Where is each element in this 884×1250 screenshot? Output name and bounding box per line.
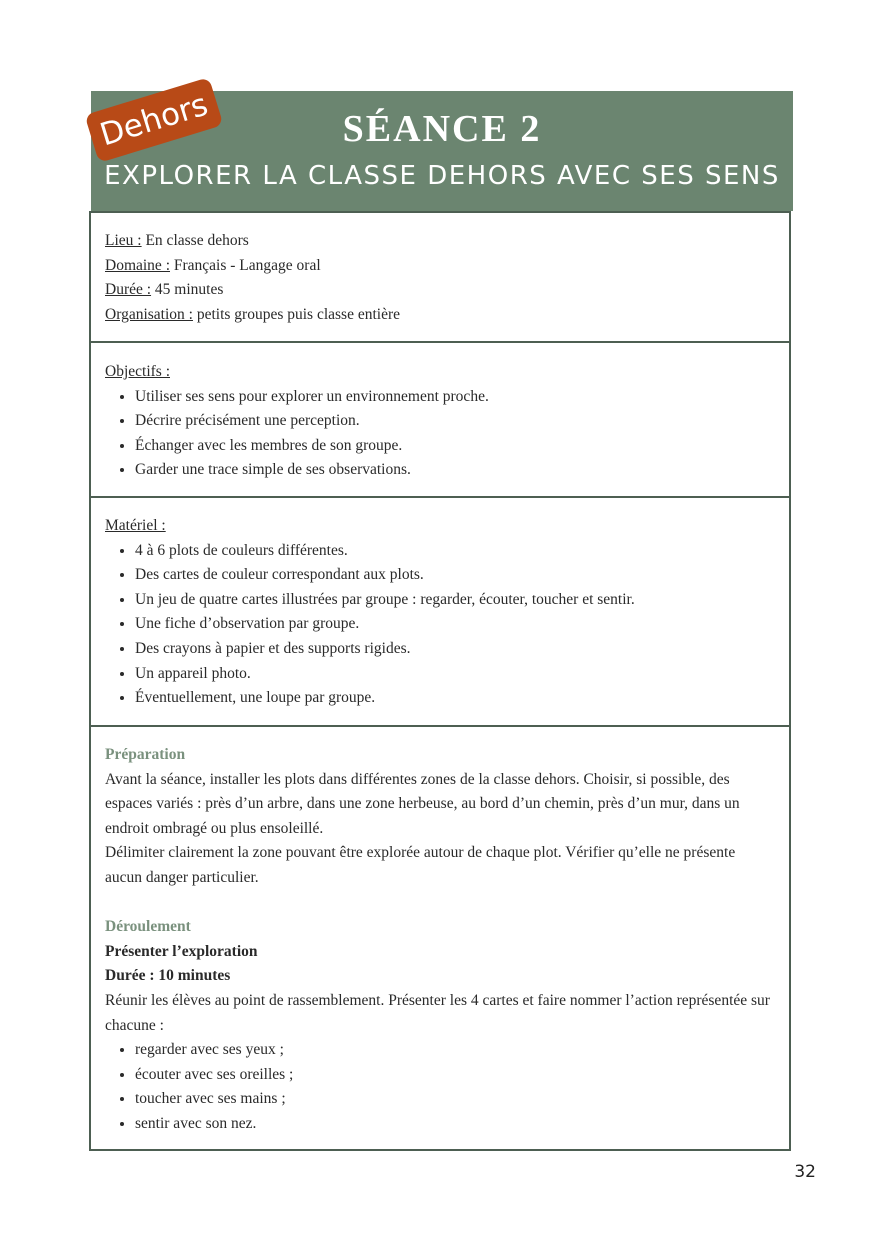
list-item: • Décrire précisément une perception. <box>135 409 775 434</box>
spacer <box>105 891 775 916</box>
step-text: Réunir les élèves au point de rassemblement. Présenter les 4 cartes et faire nommer l’action représentée sur chacune : <box>105 991 770 1034</box>
list-item: • Un appareil photo. <box>135 662 775 687</box>
info-domaine <box>105 254 775 279</box>
list-item: • Des cartes de couleur correspondant aux plots. <box>135 563 775 588</box>
deroulement-box <box>89 725 791 1151</box>
materiel-list <box>105 539 775 711</box>
list-item: • Des crayons à papier et des supports rigides. <box>135 637 775 662</box>
lieu-label: Lieu : <box>105 232 142 249</box>
list-item: • Garder une trace simple de ses observations. <box>135 458 775 483</box>
list-item: • Un jeu de quatre cartes illustrées par groupe : regarder, écouter, toucher et sentir. <box>135 588 775 613</box>
objectifs-label: Objectifs : <box>105 363 170 380</box>
duree-value: 45 minutes <box>151 281 224 299</box>
list-item: • écouter avec ses oreilles ; <box>135 1063 775 1088</box>
session-subtitle: EXPLORER LA CLASSE DEHORS AVEC SES SENS <box>104 161 780 191</box>
list-item: • Éventuellement, une loupe par groupe. <box>135 686 775 711</box>
organisation-value: petits groupes puis classe entière <box>192 305 401 323</box>
list-item: • regarder avec ses yeux ; <box>135 1038 775 1063</box>
list-item: • sentir avec son nez. <box>135 1112 775 1137</box>
info-duree <box>105 278 775 303</box>
info-lieu <box>105 229 775 254</box>
preparation-title: Préparation <box>105 746 186 763</box>
deroulement-title: Déroulement <box>105 918 191 936</box>
materiel-box <box>89 496 791 727</box>
list-item: • toucher avec ses mains ; <box>135 1087 775 1112</box>
senses-list <box>105 1038 775 1136</box>
preparation-paragraph-2: Délimiter clairement la zone pouvant être explorée autour de chaque plot. Vérifier qu’elle ne présente aucun danger particulier. <box>105 844 736 886</box>
list-item: • Une fiche d’observation par groupe. <box>135 612 775 637</box>
info-box <box>89 211 791 343</box>
list-item: • Échanger avec les membres de son groupe. <box>135 434 775 459</box>
lieu-value: En classe dehors <box>141 232 249 249</box>
info-organisation <box>105 303 775 328</box>
materiel-label: Matériel : <box>105 517 166 534</box>
dehors-badge: Dehors <box>85 77 224 163</box>
objectifs-list <box>105 385 775 483</box>
step-duration: Durée : 10 minutes <box>105 967 231 985</box>
list-item: • 4 à 6 plots de couleurs différentes. <box>135 539 775 564</box>
domaine-value: Français - Langage oral <box>170 256 321 274</box>
session-title: SÉANCE 2 <box>342 108 542 150</box>
page-number: 32 <box>794 1162 816 1182</box>
duree-label: Durée : <box>105 281 152 299</box>
preparation-paragraph-1: Avant la séance, installer les plots dans différentes zones de la classe dehors. Choisir, si possible, des espaces variés : près d’un arbre, dans une zone herbeuse, au bord d’un chemin, près d’un mur, dans un endroit ombragé ou plus ensoleillé. <box>105 770 740 837</box>
step-title: Présenter l’exploration <box>105 942 258 960</box>
domaine-label: Domaine : <box>105 256 170 274</box>
objectifs-box <box>89 341 791 498</box>
organisation-label: Organisation : <box>105 305 193 323</box>
list-item: • Utiliser ses sens pour explorer un environnement proche. <box>135 385 775 410</box>
